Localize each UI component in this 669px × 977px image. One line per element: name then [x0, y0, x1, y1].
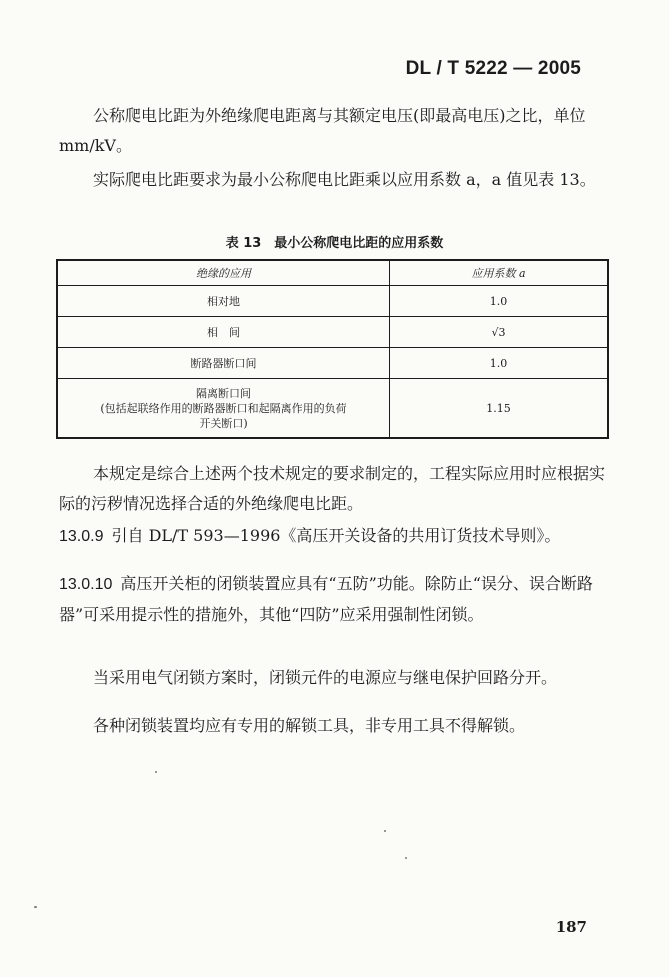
clause-text: 高压开关柜的闭锁装置应具有“五防”功能。除防止“误分、误合断路器”可采用提示性的措施外，其他“四防”应采用强制性闭锁。 — [59, 574, 593, 624]
scan-speck — [405, 857, 407, 859]
clause-13-0-9 — [59, 521, 607, 552]
table-row — [57, 379, 608, 439]
clause-number: 13.0.10 — [59, 576, 113, 593]
paragraph-unlock-tools: 各种闭锁装置均应有专用的解锁工具，非专用工具不得解锁。 — [93, 716, 526, 735]
clause-13-0-10 — [59, 569, 607, 630]
cell-application: 相 间 — [57, 317, 390, 348]
cell-factor: √3 — [390, 317, 609, 348]
cell-factor: 1.0 — [390, 286, 609, 317]
cell-factor: 1.0 — [390, 348, 609, 379]
scan-speck — [384, 830, 386, 832]
column-header-factor: 应用系数 a — [390, 260, 609, 286]
cell-application — [57, 379, 390, 439]
paragraph-creepage-definition: 公称爬电比距为外绝缘爬电距离与其额定电压(即最高电压)之比，单位 mm/kV。 — [59, 106, 586, 155]
table-header-row — [57, 260, 608, 286]
cell-factor: 1.15 — [390, 379, 609, 439]
clause-text: 引自 DL/T 593—1996《高压开关设备的共用订货技术导则》。 — [111, 526, 561, 545]
cell-application-line: 开关断口) — [199, 416, 248, 430]
cell-application-line: (包括起联络作用的断路器断口和起隔离作用的负荷 — [100, 401, 347, 415]
paragraph-electrical-interlock: 当采用电气闭锁方案时，闭锁元件的电源应与继电保护回路分开。 — [93, 668, 558, 687]
paragraph-summary: 本规定是综合上述两个技术规定的要求制定的，工程实际应用时应根据实际的污秽情况选择合适的外绝缘爬电比距。 — [59, 464, 606, 513]
table-row — [57, 286, 608, 317]
creepage-factor-table — [56, 259, 609, 439]
page-number: 187 — [555, 918, 587, 936]
cell-application: 断路器断口间 — [57, 348, 390, 379]
clause-number: 13.0.9 — [59, 528, 104, 545]
cell-application-line: 隔离断口间 — [196, 386, 251, 400]
scan-speck — [34, 906, 37, 908]
column-header-application: 绝缘的应用 — [57, 260, 390, 286]
standard-number-header: DL / T 5222 — 2005 — [405, 58, 581, 79]
cell-application: 相对地 — [57, 286, 390, 317]
paragraph-application-factor: 实际爬电比距要求为最小公称爬电比距乘以应用系数 a，a 值见表 13。 — [93, 170, 596, 189]
table-title: 表 13 最小公称爬电比距的应用系数 — [225, 236, 444, 251]
table-row — [57, 348, 608, 379]
scan-speck — [155, 771, 157, 773]
table-row — [57, 317, 608, 348]
